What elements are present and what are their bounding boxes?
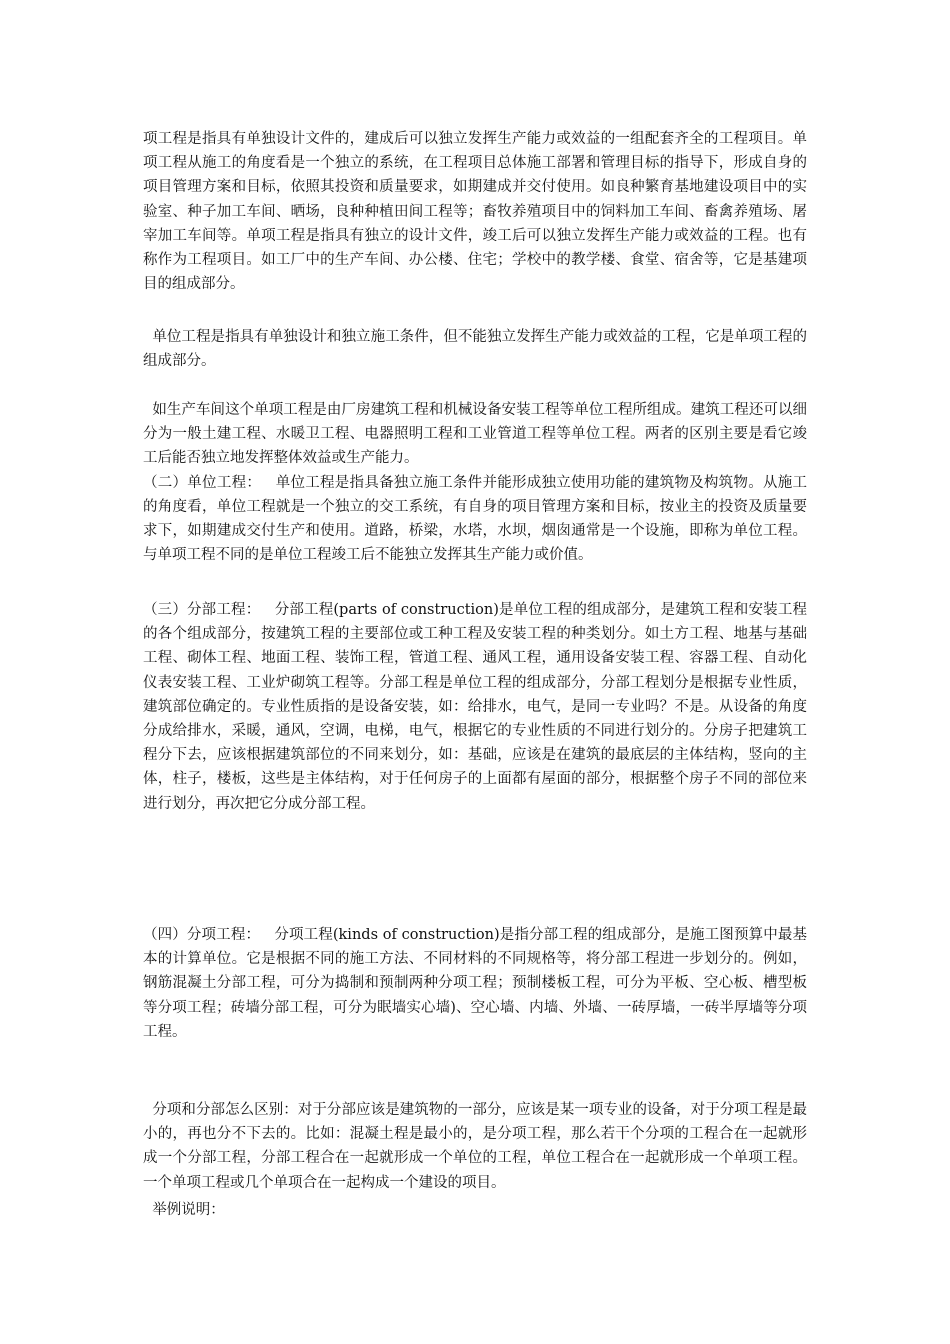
paragraph-unit-project: 如生产车间这个单项工程是由厂房建筑工程和机械设备安装工程等单位工程所组成。建筑工程还可以细分为一般土建工程、水暖卫工程、电器照明工程和工业管道工程等单位工程。两者的区别主要是看它竣工后能否独立地发挥整体效益或生产能力。 （二）单位工程： 单位工程是指具备独立施工条件并能形成独立使用功能的建筑物及构筑物。从施工的角度看，单位工程就是一个独立的交工系统，有自身的项目管理方案和目标，按业主的投资及质量要求下，如期建成交付生产和使用。道路，桥梁，水塔，水坝，烟囱通常是一个设施，即称为单位工程。与单项工程不同的是单位工程竣工后不能独立发挥其生产能力或价值。	[143, 402, 808, 564]
paragraph-single-project: 项工程是指具有单独设计文件的，建成后可以独立发挥生产能力或效益的一组配套齐全的工程项目。单项工程从施工的角度看是一个独立的系统，在工程项目总体施工部署和管理目标的指导下，形成自身的项目管理方案和目标，依照其投资和质量要求，如期建成并交付使用。如良种繁育基地建设项目中的实验室、种子加工车间、晒场，良种种植田间工程等；畜牧养殖项目中的饲料加工车间、畜禽养殖场、屠宰加工车间等。单项工程是指具有独立的设计文件，竣工后可以独立发挥生产能力或效益的工程。也有称作为工程项目。如工厂中的生产车间、办公楼、住宅；学校中的教学楼、食堂、宿舍等，它是基建项目的组成部分。	[143, 131, 807, 293]
paragraph-example: 举例说明：	[143, 1202, 225, 1218]
paragraph-unit-project-definition: 单位工程是指具有单独设计和独立施工条件，但不能独立发挥生产能力或效益的工程，它是单项工程的组成部分。	[143, 329, 808, 370]
paragraph-division-project: （三）分部工程： 分部工程(parts of construction)是单位工程的组成部分，是建筑工程和安装工程的各个组成部分，按建筑工程的主要部位或工种工程及安装工程的种类划分。如土方工程、地基与基础工程、砌体工程、地面工程、装饰工程，管道工程、通风工程，通用设备安装工程、容器工程、自动化仪表安装工程、工业炉砌筑工程等。分部工程是单位工程的组成部分，分部工程划分是根据专业性质，建筑部位确定的。专业性质指的是设备安装，如：给排水，电气，是同一专业吗？不是。从设备的角度分成给排水，采暖，通风，空调，电梯，电气，根据它的专业性质的不同进行划分的。分房子把建筑工程分下去，应该根据建筑部位的不同来划分，如：基础，应该是在建筑的最底层的主体结构，竖向的主体，柱子，楼板，这些是主体结构，对于任何房子的上面都有屋面的部分，根据整个房子不同的部位来进行划分，再次把它分成分部工程。	[143, 602, 807, 812]
paragraph-difference: 分项和分部怎么区别：对于分部应该是建筑物的一部分，应该是某一项专业的设备，对于分项工程是最小的，再也分不下去的。比如：混凝土程是最小的，是分项工程，那么若干个分项的工程合在一起就形成一个分部工程，分部工程合在一起就形成一个单位的工程，单位工程合在一起就形成一个单项工程。一个单项工程或几个单项合在一起构成一个建设的项目。	[143, 1102, 808, 1191]
paragraph-subitem-project: （四）分项工程： 分项工程(kinds of construction)是指分部工程的组成部分，是施工图预算中最基本的计算单位。它是根据不同的施工方法、不同材料的不同规格等，将分部工程进一步划分的。例如，钢筋混凝土分部工程，可分为捣制和预制两种分项工程；预制楼板工程，可分为平板、空心板、槽型板等分项工程；砖墙分部工程，可分为眠墙实心墙)、空心墙、内墙、外墙、一砖厚墙，一砖半厚墙等分项工程。	[143, 927, 807, 1040]
